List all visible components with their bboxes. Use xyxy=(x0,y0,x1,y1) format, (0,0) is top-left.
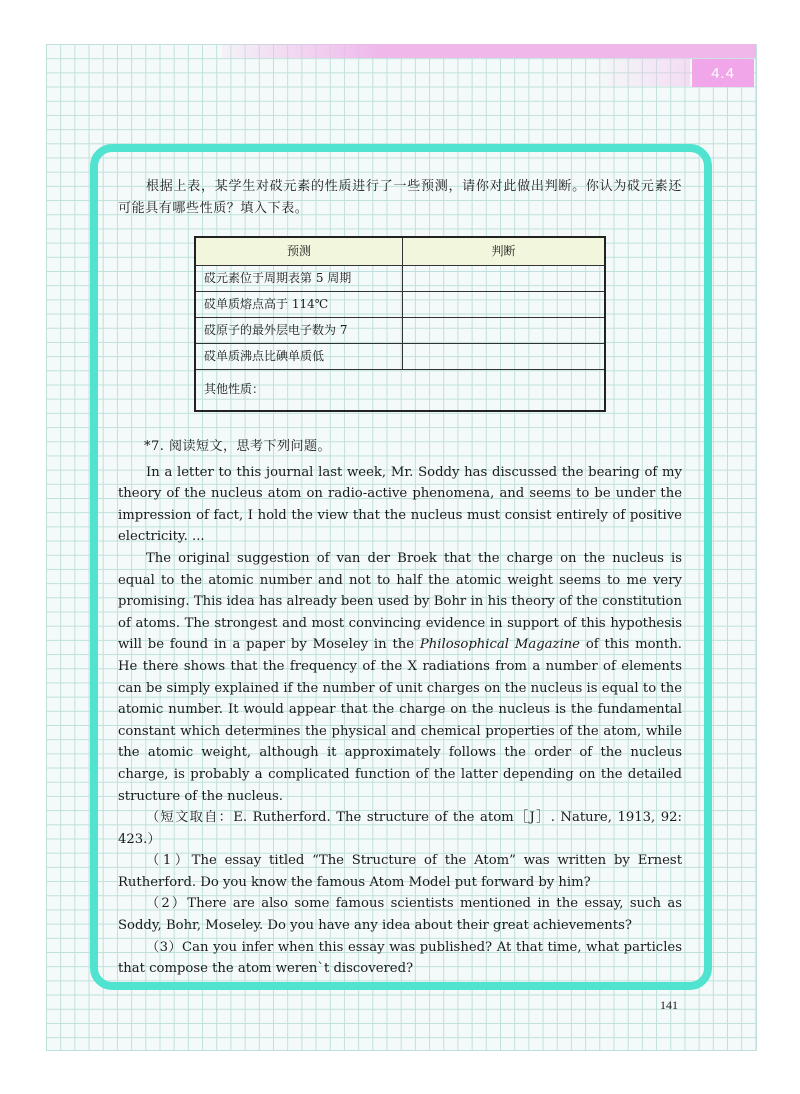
paragraph-2-text-end: of this month. He there shows that the frequency of the X radiations from a number of elements can be simply explained if the number of unit charges on the nucleus is equal to the atomic number. It would appear that the charge on the nucleus is the fundamental constant which determines the physical and chemical properties of the atom, while the atomic weight, although it approximately follows the order of the nucleus charge, is probably a complicated function of the latter depending on the detailed structure of the nucleus. xyxy=(118,637,683,804)
passage-paragraph-1: In a letter to this journal last week, Mr. Soddy has discussed the bearing of my theory of the nucleus atom on radio-active phenomena, and seems to be under the impression of fact, I hold the view that the nucleus must consist entirely of positive electricity. ... xyxy=(118,464,682,545)
sub-question-2: （2）There are also some famous scientists mentioned in the essay, such as Soddy, Bohr, Moseley. Do you have any idea about their great achievements? xyxy=(118,896,682,934)
paragraph-2-text-start: The original suggestion of van der Broek that the charge on the nucleus is equal to the atomic number and not to half the atomic weight seems to me very promising. This idea has already been used by Bohr in his theory of the constitution of atoms. The strongest and most convincing evidence in support of this hypothesis will be found in a paper by Moseley in the xyxy=(118,550,682,653)
header-decoration-band xyxy=(222,44,756,58)
passage-paragraph-2 xyxy=(118,548,682,807)
table-row xyxy=(195,266,605,292)
column-header-prediction: 预测 xyxy=(195,237,403,266)
sub-question-3: （3）Can you infer when this essay was published? At that time, what particles that compose the atom weren`t discovered? xyxy=(118,939,682,977)
intro-paragraph: 根据上表，某学生对砹元素的性质进行了一些预测，请你对此做出判断。你认为砹元素还可能具有哪些性质？填入下表。 xyxy=(118,179,682,216)
exercise-content xyxy=(118,176,682,980)
section-number-tab: 4.4 xyxy=(692,59,754,87)
prediction-cell: 砹原子的最外层电子数为 7 xyxy=(195,318,403,344)
other-properties-cell[interactable]: 其他性质： xyxy=(195,370,605,412)
table-row xyxy=(195,344,605,370)
rutherford-passage xyxy=(118,462,682,980)
prediction-cell: 砹单质沸点比碘单质低 xyxy=(195,344,403,370)
judgement-cell[interactable] xyxy=(403,318,606,344)
table-row xyxy=(195,292,605,318)
prediction-cell: 砹单质熔点高于 114℃ xyxy=(195,292,403,318)
passage-source: （短文取自：E. Rutherford. The structure of the atom［J］. Nature, 1913, 92: 423.） xyxy=(118,810,682,847)
table-row xyxy=(195,318,605,344)
sub-question-1: （1）The essay titled “The Structure of the Atom” was written by Ernest Rutherford. Do you know the famous Atom Model put forward by him? xyxy=(118,853,682,890)
judgement-cell[interactable] xyxy=(403,266,606,292)
journal-title: Philosophical Magazine xyxy=(419,637,580,653)
table-header-row xyxy=(195,237,605,266)
prediction-cell: 砹元素位于周期表第 5 周期 xyxy=(195,266,403,292)
judgement-cell[interactable] xyxy=(403,344,606,370)
judgement-cell[interactable] xyxy=(403,292,606,318)
prediction-table xyxy=(194,236,606,412)
table-row-other xyxy=(195,370,605,412)
page-number: 141 xyxy=(660,998,678,1012)
header-decoration-fade xyxy=(590,58,690,86)
question-title: *7. 阅读短文，思考下列问题。 xyxy=(144,439,332,454)
column-header-judgement: 判断 xyxy=(403,237,606,266)
